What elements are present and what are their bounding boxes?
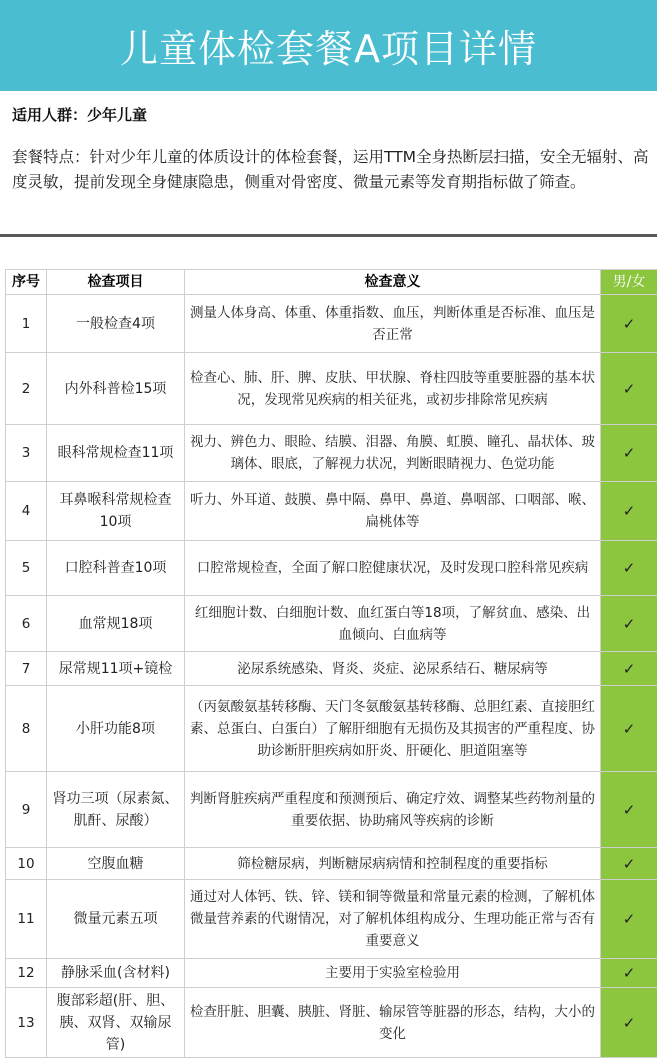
row-no: 4 [6,482,47,541]
row-item: 尿常规11项+镜检 [47,652,185,686]
row-no: 3 [6,425,47,482]
row-item: 肾功三项（尿素氮、肌酐、尿酸） [47,772,185,848]
row-item: 耳鼻喉科常规检查10项 [47,482,185,541]
row-no: 5 [6,541,47,596]
header-meaning: 检查意义 [185,270,601,295]
package-feature: 套餐特点：针对少年儿童的体质设计的体检套餐，运用TTM全身热断层扫描，安全无辐射、高度灵敏，提前发现全身健康隐患，侧重对骨密度、微量元素等发育期指标做了筛查。 [12,145,652,195]
row-meaning: （丙氨酸氨基转移酶、天门冬氨酸氨基转移酶、总胆红素、直接胆红素、总蛋白、白蛋白）了解肝细胞有无损伤及其损害的严重程度、协助诊断肝胆疾病如肝炎、肝硬化、胆道阻塞等 [185,686,601,772]
check-icon: ✓ [601,353,657,425]
table-row [6,353,657,425]
check-icon: ✓ [601,596,657,652]
row-meaning: 红细胞计数、白细胞计数、血红蛋白等18项，了解贫血、感染、出血倾向、白血病等 [185,596,601,652]
table-row [6,988,657,1058]
table-row [6,596,657,652]
header-no: 序号 [6,270,47,295]
exam-items-table [5,269,657,1058]
table-row [6,295,657,353]
row-no: 13 [6,988,47,1058]
table-row [6,772,657,848]
row-meaning: 听力、外耳道、鼓膜、鼻中隔、鼻甲、鼻道、鼻咽部、口咽部、喉、扁桃体等 [185,482,601,541]
table-row [6,425,657,482]
row-item: 眼科常规检查11项 [47,425,185,482]
row-item: 静脉采血(含材料) [47,959,185,988]
check-icon: ✓ [601,541,657,596]
check-icon: ✓ [601,959,657,988]
row-meaning: 判断肾脏疾病严重程度和预测预后、确定疗效、调整某些药物剂量的重要依据、协助痛风等疾病的诊断 [185,772,601,848]
table-row [6,652,657,686]
table-row [6,482,657,541]
header-sex: 男/女 [601,270,657,295]
row-item: 微量元素五项 [47,880,185,959]
row-item: 内外科普检15项 [47,353,185,425]
row-item: 一般检查4项 [47,295,185,353]
row-no: 8 [6,686,47,772]
row-no: 1 [6,295,47,353]
divider [0,234,657,237]
row-item: 空腹血糖 [47,848,185,880]
row-no: 11 [6,880,47,959]
row-item: 血常规18项 [47,596,185,652]
row-meaning: 主要用于实验室检验用 [185,959,601,988]
check-icon: ✓ [601,482,657,541]
check-icon: ✓ [601,425,657,482]
row-no: 7 [6,652,47,686]
page-title: 儿童体检套餐A项目详情 [120,18,537,73]
check-icon: ✓ [601,652,657,686]
row-no: 6 [6,596,47,652]
check-icon: ✓ [601,848,657,880]
row-item: 口腔科普查10项 [47,541,185,596]
row-no: 10 [6,848,47,880]
check-icon: ✓ [601,988,657,1058]
table-row [6,880,657,959]
table-row [6,541,657,596]
row-item-cell [47,988,185,1058]
check-icon: ✓ [601,880,657,959]
intro-section [12,104,652,195]
table-row [6,848,657,880]
title-banner [0,0,657,91]
header-item: 检查项目 [47,270,185,295]
row-meaning: 测量人体身高、体重、体重指数、血压，判断体重是否标准、血压是否正常 [185,295,601,353]
target-group: 适用人群：少年儿童 [12,104,652,125]
row-meaning: 筛检糖尿病，判断糖尿病病情和控制程度的重要指标 [185,848,601,880]
row-meaning: 通过对人体钙、铁、锌、镁和铜等微量和常量元素的检测，了解机体微量营养素的代谢情况，对了解机体组构成分、生理功能正常与否有重要意义 [185,880,601,959]
row-meaning: 检查肝脏、胆囊、胰脏、肾脏、输尿管等脏器的形态，结构，大小的变化 [185,988,601,1058]
row-meaning: 检查心、肺、肝、脾、皮肤、甲状腺、脊柱四肢等重要脏器的基本状况，发现常见疾病的相关征兆，或初步排除常见疾病 [185,353,601,425]
row-meaning: 视力、辨色力、眼睑、结膜、泪器、角膜、虹膜、瞳孔、晶状体、玻璃体、眼底，了解视力状况，判断眼睛视力、色觉功能 [185,425,601,482]
check-icon: ✓ [601,686,657,772]
row-no: 2 [6,353,47,425]
row-meaning: 泌尿系统感染、肾炎、炎症、泌尿系结石、糖尿病等 [185,652,601,686]
check-icon: ✓ [601,295,657,353]
check-icon: ✓ [601,772,657,848]
table-row [6,686,657,772]
row-item: 小肝功能8项 [47,686,185,772]
row-item: 腹部彩超(肝、胆、胰、双肾、双输尿管) [51,990,180,1055]
table-row [6,959,657,988]
row-no: 12 [6,959,47,988]
row-no: 9 [6,772,47,848]
row-meaning: 口腔常规检查，全面了解口腔健康状况，及时发现口腔科常见疾病 [185,541,601,596]
table-header-row [6,270,657,295]
